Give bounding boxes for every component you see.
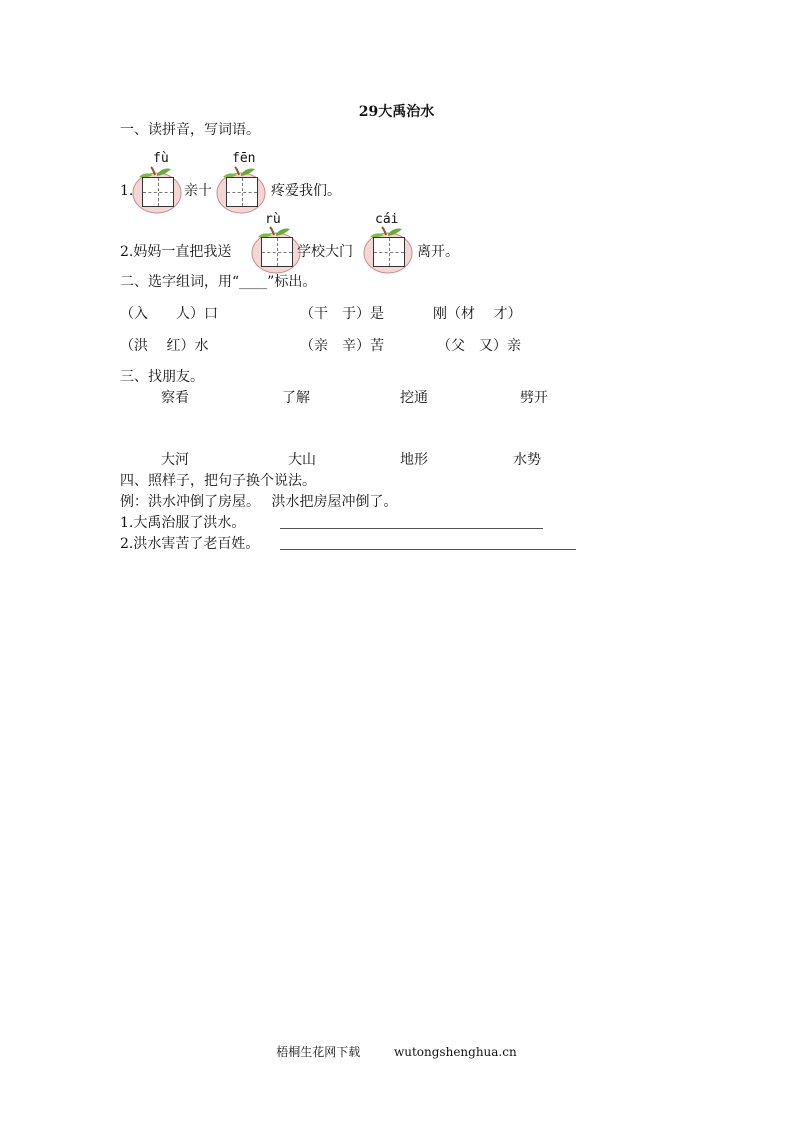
pinyin-cai: cái: [375, 212, 399, 227]
apple-writing-box-icon[interactable]: [250, 225, 302, 275]
section1-heading: 一、读拼音，写词语。: [120, 122, 260, 138]
apple-writing-box-icon[interactable]: [131, 165, 183, 215]
answer-line-1[interactable]: [280, 528, 543, 529]
footer: [0, 1043, 793, 1060]
q1-end-text: 疼爱我们。: [271, 183, 341, 199]
choice-item[interactable]: （洪 红）水: [120, 338, 209, 354]
match-word-bottom[interactable]: 地形: [400, 452, 428, 468]
pinyin-fen: fēn: [232, 151, 256, 166]
choice-item[interactable]: （亲 辛）苦: [300, 338, 384, 354]
section2-heading: 二、选字组词，用“____”标出。: [120, 274, 317, 290]
match-word-bottom[interactable]: 大河: [161, 452, 189, 468]
section3-heading: 三、找朋友。: [120, 369, 204, 385]
page-title: 29大禹治水: [358, 104, 435, 120]
match-word-top[interactable]: 劈开: [520, 390, 548, 406]
section4-heading: 四、照样子，把句子换个说法。: [120, 473, 316, 489]
apple-writing-box-icon[interactable]: [215, 165, 267, 215]
rewrite-question-2: 2.洪水害苦了老百姓。: [120, 536, 260, 552]
match-word-top[interactable]: 了解: [282, 390, 310, 406]
match-word-bottom[interactable]: 大山: [288, 452, 316, 468]
q1-number: 1.: [120, 183, 134, 199]
choice-item[interactable]: 刚（材 才）: [433, 306, 522, 322]
match-word-top[interactable]: 挖通: [400, 390, 428, 406]
footer-site-name: 梧桐生花网下载: [276, 1045, 361, 1059]
q1-mid-text: 亲十: [184, 183, 212, 199]
answer-line-2[interactable]: [280, 549, 576, 550]
rewrite-question-1: 1.大禹治服了洪水。: [120, 515, 246, 531]
q2-start-text: 2.妈妈一直把我送: [120, 244, 232, 260]
choice-item[interactable]: （入 人）口: [120, 306, 218, 322]
pinyin-ru: rù: [265, 212, 281, 227]
choice-item[interactable]: （干 于）是: [300, 306, 384, 322]
q2-mid-text: 学校大门: [297, 244, 353, 260]
match-word-bottom[interactable]: 水势: [513, 452, 541, 468]
example-sentence: 例：洪水冲倒了房屋。 洪水把房屋冲倒了。: [120, 494, 398, 510]
match-word-top[interactable]: 察看: [161, 390, 189, 406]
pinyin-fu: fù: [153, 151, 169, 166]
apple-writing-box-icon[interactable]: [362, 225, 414, 275]
footer-site-url[interactable]: wutongshenghua.cn: [393, 1045, 517, 1059]
q2-end-text: 离开。: [417, 244, 459, 260]
choice-item[interactable]: （父 又）亲: [437, 338, 521, 354]
